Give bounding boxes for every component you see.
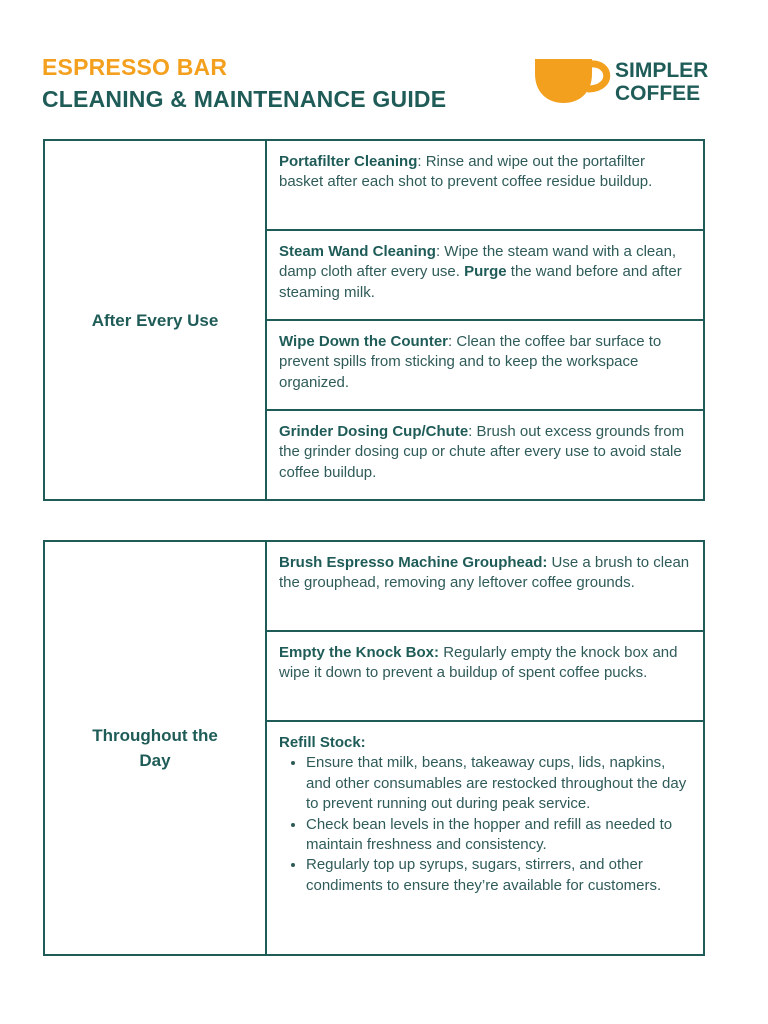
task-separator: : (468, 423, 473, 440)
after-every-use-table (43, 139, 705, 501)
task-description: Brush out excess grounds from the grinder dosing cup or chute after every use to avoid stale coffee buildup. (279, 423, 685, 481)
throughout-the-day-table (43, 540, 705, 956)
task-description: Clean the coffee bar surface to prevent spills from sticking and to keep the workspace organized. (279, 333, 662, 391)
task-description: Rinse and wipe out the portafilter basket after each shot to prevent coffee residue buildup. (279, 153, 653, 191)
task-title: Empty the Knock Box: (279, 644, 440, 661)
task-separator: : (435, 243, 441, 260)
task-wipe-down-counter (266, 320, 704, 410)
list-item: • Ensure that milk, beans, takeaway cups, lids, napkins, and other consumables are restocked throughout the day to prevent running out during peak service. (306, 753, 691, 814)
section-label: After Every Use (44, 140, 266, 500)
guide-title: CLEANING & MAINTENANCE GUIDE (42, 86, 447, 112)
task-description: Regularly empty the knock box and wipe it down to prevent a buildup of spent coffee pucks. (279, 644, 678, 682)
task-separator: : (417, 153, 422, 170)
list-item: • Regularly top up syrups, sugars, stirrers, and other condiments to ensure they’re available for customers. (306, 855, 691, 896)
logo-line-1: SIMPLER (615, 59, 709, 82)
section-label-text: Throughout the Day (92, 726, 218, 770)
section-label (44, 541, 266, 955)
list-item: • Check bean levels in the hopper and refill as needed to maintain freshness and consistency. (306, 815, 691, 856)
refill-checklist (279, 753, 691, 896)
task-title: Steam Wand Cleaning (279, 243, 436, 260)
task-title: Brush Espresso Machine Grouphead: (279, 554, 548, 571)
task-description-cont: the wand before and after steaming milk. (279, 263, 682, 301)
task-description: Use a brush to clean the grouphead, removing any leftover coffee grounds. (279, 554, 690, 592)
task-brush-grouphead (266, 541, 704, 631)
simpler-coffee-logo (532, 56, 732, 108)
guide-subtitle: ESPRESSO BAR (42, 54, 228, 80)
task-separator: : (448, 333, 453, 350)
task-title: Grinder Dosing Cup/Chute (279, 423, 469, 440)
task-refill-stock (266, 721, 704, 955)
task-title: Portafilter Cleaning (279, 153, 418, 170)
coffee-cup-icon (532, 56, 612, 106)
task-description: Wipe the steam wand with a clean, damp cloth after every use. (279, 243, 677, 281)
task-portafilter-cleaning (266, 140, 704, 230)
task-steam-wand-cleaning (266, 230, 704, 320)
task-title: Refill Stock: (279, 734, 366, 751)
task-title: Wipe Down the Counter (279, 333, 449, 350)
task-grinder-dosing-cup (266, 410, 704, 500)
task-emphasis: Purge (464, 263, 507, 281)
task-empty-knock-box (266, 631, 704, 721)
logo-line-2: COFFEE (615, 82, 701, 105)
